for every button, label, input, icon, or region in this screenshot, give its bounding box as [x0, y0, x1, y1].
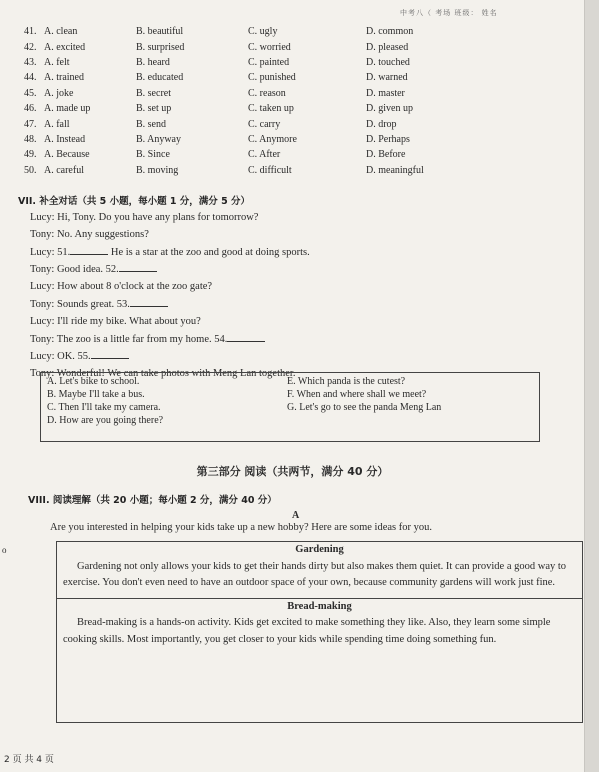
dialog-line [30, 348, 550, 366]
option-b: B. Anyway [136, 133, 181, 145]
dialog-text: Tony: No. Any suggestions? [30, 228, 149, 240]
option-d: D. Before [366, 149, 406, 161]
option-d: D. common [366, 26, 414, 38]
dialog-text: Tony: Sounds great. 53. [30, 298, 130, 310]
option-b: B. send [136, 118, 166, 130]
option-d: D. touched [366, 56, 410, 68]
option-a: A. Because [44, 149, 90, 161]
answer-blank[interactable] [227, 331, 265, 342]
option-b: B. secret [136, 87, 171, 99]
section-8-title: VIII. 阅读理解（共 20 小题；每小题 2 分，满分 40 分） [28, 495, 277, 506]
option-a: A. fall [44, 118, 70, 130]
dialog-text: Lucy: I'll ride my bike. What about you? [30, 315, 201, 327]
option-a: A. joke [44, 87, 74, 99]
option-row [24, 24, 544, 39]
header-info: 中考八（ 考场 班级： 姓名 [400, 9, 498, 17]
passage-intro: Are you interested in helping your kids take up a new hobby? Here are some ideas for you. [50, 522, 432, 533]
gardening-text: Gardening not only allows your kids to get their hands dirty but also makes them quiet. It can provide a good way to exercise. You don't even need to have an outdoor space of your own, because community gardens will work just fine. [63, 560, 567, 588]
choice-option [287, 415, 527, 426]
part-3-title: 第三部分 阅读（共两节，满分 40 分） [196, 465, 389, 478]
option-c: C. reason [248, 87, 286, 99]
choice-option: D. How are you going there? [47, 415, 164, 426]
option-b: B. educated [136, 72, 184, 84]
dialog-text-after: He is a star at the zoo and good at doing sports. [108, 246, 310, 258]
option-num: 41. [24, 26, 37, 38]
answer-blank[interactable] [130, 296, 168, 307]
option-row [24, 39, 544, 54]
option-num: 48. [24, 133, 37, 145]
dialogue [30, 210, 550, 383]
option-num: 49. [24, 149, 37, 161]
answer-blank[interactable] [70, 244, 108, 255]
passage-letter: A [292, 510, 300, 521]
page-edge [584, 0, 599, 772]
option-row [24, 101, 544, 116]
option-d: D. master [366, 87, 405, 99]
bread-title: Bread-making [287, 600, 352, 612]
option-c: C. ugly [248, 26, 278, 38]
option-num: 43. [24, 56, 37, 68]
section-7-title: VII. 补全对话（共 5 小题，每小题 1 分，满分 5 分） [18, 196, 251, 207]
option-c: C. Anymore [248, 133, 297, 145]
dialog-line [30, 331, 550, 349]
option-a: A. Instead [44, 133, 86, 145]
choice-option: G. Let's go to see the panda Meng Lan [287, 402, 442, 413]
option-c: C. worried [248, 41, 291, 53]
dialog-line [30, 296, 550, 314]
options-table [24, 24, 544, 178]
option-c: C. painted [248, 56, 290, 68]
dialog-line [30, 244, 550, 262]
dialog-line [30, 261, 550, 279]
choice-option: B. Maybe I'll take a bus. [47, 389, 145, 400]
option-b: B. moving [136, 164, 179, 176]
option-d: D. given up [366, 103, 413, 115]
dialog-line [30, 314, 550, 331]
dialog-line [30, 227, 550, 244]
dialog-line [30, 279, 550, 296]
option-row [24, 147, 544, 162]
choice-box [40, 372, 540, 442]
option-row [24, 86, 544, 101]
option-b: B. beautiful [136, 26, 184, 38]
option-d: D. pleased [366, 41, 409, 53]
dialog-text: Tony: The zoo is a little far from my home. 54. [30, 333, 228, 345]
reading-box [56, 541, 583, 723]
option-c: C. punished [248, 72, 296, 84]
option-num: 45. [24, 87, 37, 99]
choice-option: A. Let's bike to school. [47, 376, 140, 387]
option-a: A. clean [44, 26, 78, 38]
option-num: 46. [24, 103, 37, 115]
dialog-line [30, 210, 550, 227]
option-a: A. made up [44, 103, 91, 115]
option-a: A. careful [44, 164, 84, 176]
choice-option: E. Which panda is the cutest? [287, 376, 406, 387]
option-b: B. surprised [136, 41, 185, 53]
dialog-text: Tony: Good idea. 52. [30, 264, 119, 276]
option-b: B. set up [136, 103, 172, 115]
dialog-text: Lucy: 51. [30, 246, 71, 258]
option-a: A. felt [44, 56, 70, 68]
option-c: C. difficult [248, 164, 292, 176]
option-row [24, 55, 544, 70]
option-num: 44. [24, 72, 37, 84]
dialog-text: Tony: Wonderful! We can take photos with Meng Lan together. [30, 368, 296, 380]
option-d: D. Perhaps [366, 133, 410, 145]
dialog-text: Lucy: Hi, Tony. Do you have any plans for tomorrow? [30, 212, 259, 223]
option-row [24, 70, 544, 85]
option-num: 47. [24, 118, 37, 130]
side-mark: o [2, 545, 7, 555]
option-b: B. Since [136, 149, 170, 161]
option-c: C. carry [248, 118, 281, 130]
option-c: C. After [248, 149, 281, 161]
answer-blank[interactable] [119, 261, 157, 272]
dialog-text: Lucy: OK. 55. [30, 351, 91, 363]
option-a: A. trained [44, 72, 84, 84]
choice-option: C. Then I'll take my camera. [47, 402, 161, 413]
option-row [24, 163, 544, 178]
option-row [24, 116, 544, 131]
choice-option: F. When and where shall we meet? [287, 389, 427, 400]
answer-blank[interactable] [91, 348, 129, 359]
option-d: D. meaningful [366, 164, 424, 176]
option-num: 50. [24, 164, 37, 176]
gardening-title: Gardening [295, 544, 344, 555]
dialog-text: Lucy: How about 8 o'clock at the zoo gate? [30, 281, 213, 293]
option-d: D. warned [366, 72, 408, 84]
option-row [24, 132, 544, 147]
bread-text: Bread-making is a hands-on activity. Kids get excited to make something they like. Also, they learn some simple cooking skills. Most importantly, you get closer to your kids while spending time doing something fun. [63, 617, 551, 645]
option-c: C. taken up [248, 103, 294, 115]
option-num: 42. [24, 41, 37, 53]
option-b: B. heard [136, 56, 170, 68]
option-d: D. drop [366, 118, 397, 130]
option-a: A. excited [44, 41, 86, 53]
page-footer: 2 页 共 4 页 [4, 755, 54, 765]
